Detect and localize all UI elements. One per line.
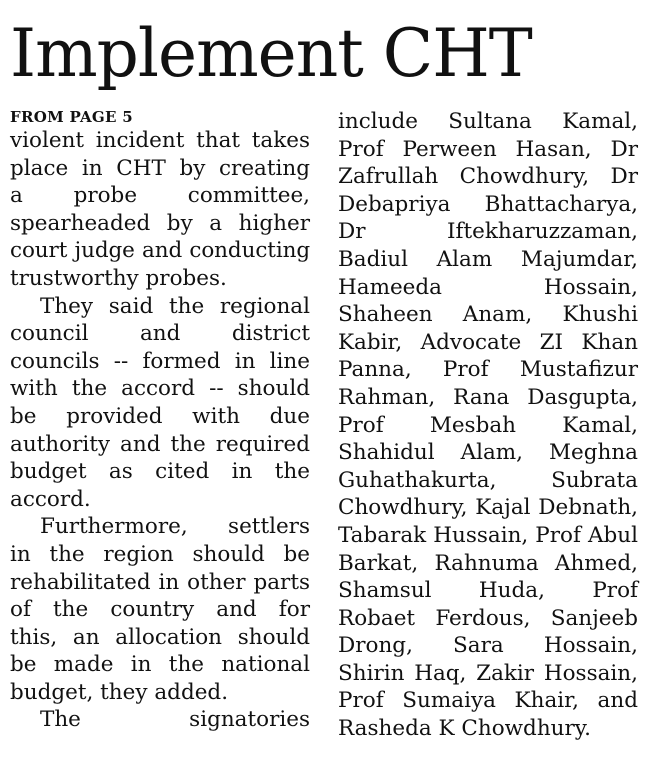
body-line: Chowdhury, Kajal Debnath,	[338, 495, 638, 521]
body-line: be made in the national	[10, 652, 310, 678]
body-line: of the country and for	[10, 597, 310, 623]
body-line: Hameeda Hossain,	[338, 274, 638, 300]
body-line: Furthermore, settlers	[40, 514, 310, 540]
body-line: rehabilitated in other parts	[10, 569, 310, 595]
body-line: Drong, Sara Hossain,	[338, 633, 638, 659]
body-line: Kabir, Advocate ZI Khan	[338, 329, 638, 355]
body-line: trustworthy probes.	[10, 265, 227, 291]
body-line: Guhathakurta, Subrata	[338, 467, 638, 493]
body-line: include Sultana Kamal,	[338, 109, 638, 134]
body-line: a probe committee,	[10, 183, 310, 209]
body-line: with the accord -- should	[10, 376, 310, 402]
body-line: violent incident that takes	[10, 128, 310, 153]
body-line: They said the regional	[40, 293, 310, 319]
body-line: Badiul Alam Majumdar,	[338, 246, 638, 272]
body-line: in the region should be	[10, 541, 310, 567]
body-line: Shaheen Anam, Khushi	[338, 302, 638, 328]
body-line: this, an allocation should	[10, 624, 310, 650]
body-line: budget as cited in the	[10, 459, 310, 485]
body-line: Prof Perween Hasan, Dr	[338, 136, 638, 162]
body-line: Shahidul Alam, Meghna	[338, 440, 638, 466]
body-line: Robaet Ferdous, Sanjeeb	[338, 605, 638, 631]
body-line: The signatories	[40, 707, 310, 733]
body-line: authority and the required	[10, 431, 310, 457]
body-line: Rahman, Rana Dasgupta,	[338, 384, 638, 410]
continuation-label: FROM PAGE 5	[10, 108, 134, 126]
body-line: Dr Iftekharuzzaman,	[338, 219, 638, 245]
body-line: budget, they added.	[10, 679, 229, 705]
body-line: Shamsul Huda, Prof	[338, 578, 638, 604]
body-line: be provided with due	[10, 403, 310, 429]
body-line: council and district	[10, 321, 310, 347]
body-line: Tabarak Hussain, Prof Abul	[338, 522, 638, 548]
body-line: accord.	[10, 486, 91, 512]
body-line: Zafrullah Chowdhury, Dr	[338, 164, 638, 190]
body-line: Rasheda K Chowdhury.	[338, 716, 591, 742]
article-column-right	[338, 108, 638, 743]
body-line: councils -- formed in line	[10, 348, 310, 374]
body-line: court judge and conducting	[10, 238, 310, 264]
body-line: Prof Mesbah Kamal,	[338, 412, 638, 438]
article-column-left	[10, 108, 310, 734]
body-line: Prof Sumaiya Khair, and	[338, 688, 638, 714]
body-line: Debapriya Bhattacharya,	[338, 191, 638, 217]
body-line: Panna, Prof Mustafizur	[338, 357, 638, 383]
body-line: place in CHT by creating	[10, 155, 310, 181]
body-line: Barkat, Rahnuma Ahmed,	[338, 550, 638, 576]
body-line: spearheaded by a higher	[10, 210, 310, 236]
headline: Implement CHT	[10, 15, 532, 92]
body-line: Shirin Haq, Zakir Hossain,	[338, 660, 638, 686]
